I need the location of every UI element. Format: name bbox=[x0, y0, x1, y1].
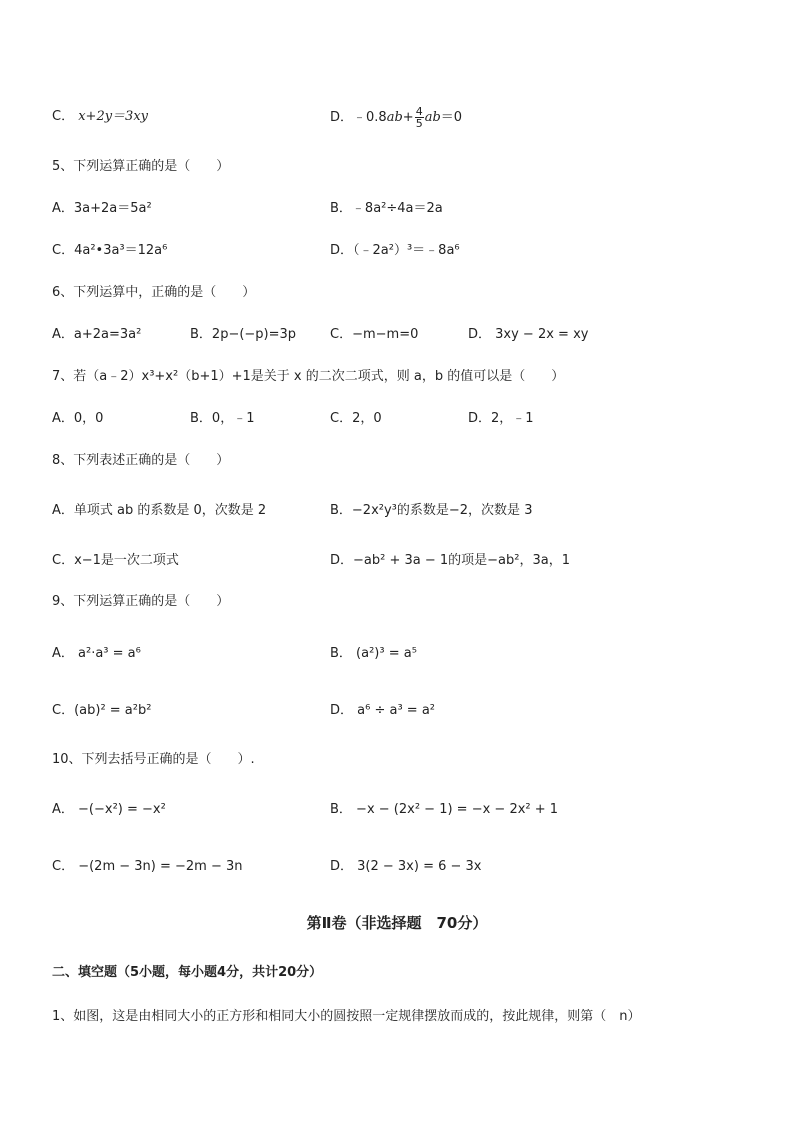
q7-option-b[interactable]: B．0，﹣1 bbox=[190, 411, 255, 426]
fraction-numerator: 4 bbox=[415, 105, 423, 118]
q6-option-a[interactable]: A．a+2a=3a² bbox=[52, 327, 142, 342]
q4-option-c[interactable] bbox=[52, 108, 148, 126]
q5-option-a[interactable]: A．3a+2a＝5a² bbox=[52, 201, 152, 216]
q8-option-b[interactable]: B．−2x²y³的系数是−2，次数是 3 bbox=[330, 503, 533, 518]
q6-stem: 6、下列运算中，正确的是（ ） bbox=[52, 285, 256, 300]
option-math: ＝0 bbox=[440, 110, 463, 125]
q4-option-d[interactable] bbox=[330, 106, 462, 129]
option-math: x+2y＝3xy bbox=[78, 109, 149, 124]
q7-option-a[interactable]: A．0，0 bbox=[52, 411, 104, 426]
fill1-stem: 1、如图，这是由相同大小的正方形和相同大小的圆按照一定规律摆放而成的，按此规律，则第（ n） bbox=[52, 1009, 641, 1024]
q6-option-b[interactable]: B．2p−(−p)=3p bbox=[190, 327, 297, 342]
q8-option-c[interactable]: C．x−1是一次二项式 bbox=[52, 553, 179, 568]
q8-option-a[interactable]: A．单项式 ab 的系数是 0，次数是 2 bbox=[52, 503, 267, 518]
option-label: C． bbox=[52, 109, 75, 124]
q5-option-b[interactable]: B．﹣8a²÷4a＝2a bbox=[330, 201, 443, 216]
option-label: D． bbox=[330, 110, 354, 125]
fraction-denominator: 5 bbox=[415, 117, 423, 130]
q8-option-d[interactable]: D．−ab² + 3a − 1的项是−ab²，3a，1 bbox=[330, 553, 570, 568]
option-math: ﹣0.8 bbox=[353, 110, 387, 125]
q10-option-d[interactable]: D． 3(2 − 3x) = 6 − 3x bbox=[330, 859, 482, 874]
q6-option-d[interactable]: D． 3xy − 2x = xy bbox=[468, 327, 589, 342]
q5-stem: 5、下列运算正确的是（ ） bbox=[52, 159, 230, 174]
q9-option-d[interactable]: D． a⁶ ÷ a³ = a² bbox=[330, 703, 435, 718]
q7-option-d[interactable]: D．2，﹣1 bbox=[468, 411, 534, 426]
q8-stem: 8、下列表述正确的是（ ） bbox=[52, 453, 230, 468]
q9-option-c[interactable]: C．(ab)² = a²b² bbox=[52, 703, 152, 718]
section2-title: 二、填空题（5小题，每小题4分，共计20分） bbox=[52, 965, 323, 980]
option-math: ab bbox=[386, 110, 403, 125]
q9-option-a[interactable]: A． a²·a³ = a⁶ bbox=[52, 646, 141, 661]
q7-option-c[interactable]: C．2，0 bbox=[330, 411, 382, 426]
q10-stem: 10、下列去括号正确的是（ ）. bbox=[52, 752, 255, 767]
q5-option-d[interactable]: D．（﹣2a²）³＝﹣8a⁶ bbox=[330, 243, 460, 258]
option-math: + bbox=[402, 110, 414, 125]
q7-stem: 7、若（a﹣2）x³+x²（b+1）+1是关于 x 的二次二项式，则 a，b 的值可以是（ ） bbox=[52, 369, 565, 384]
q9-option-b[interactable]: B． (a²)³ = a⁵ bbox=[330, 646, 417, 661]
q10-option-a[interactable]: A． −(−x²) = −x² bbox=[52, 802, 166, 817]
option-math: ab bbox=[424, 110, 441, 125]
q5-option-c[interactable]: C．4a²•3a³＝12a⁶ bbox=[52, 243, 168, 258]
q6-option-c[interactable]: C．−m−m=0 bbox=[330, 327, 419, 342]
q10-option-b[interactable]: B． −x − (2x² − 1) = −x − 2x² + 1 bbox=[330, 802, 559, 817]
fraction bbox=[415, 106, 424, 129]
part2-title: 第Ⅱ卷（非选择题 70分） bbox=[306, 914, 488, 932]
q9-stem: 9、下列运算正确的是（ ） bbox=[52, 594, 230, 609]
q10-option-c[interactable]: C． −(2m − 3n) = −2m − 3n bbox=[52, 859, 243, 874]
